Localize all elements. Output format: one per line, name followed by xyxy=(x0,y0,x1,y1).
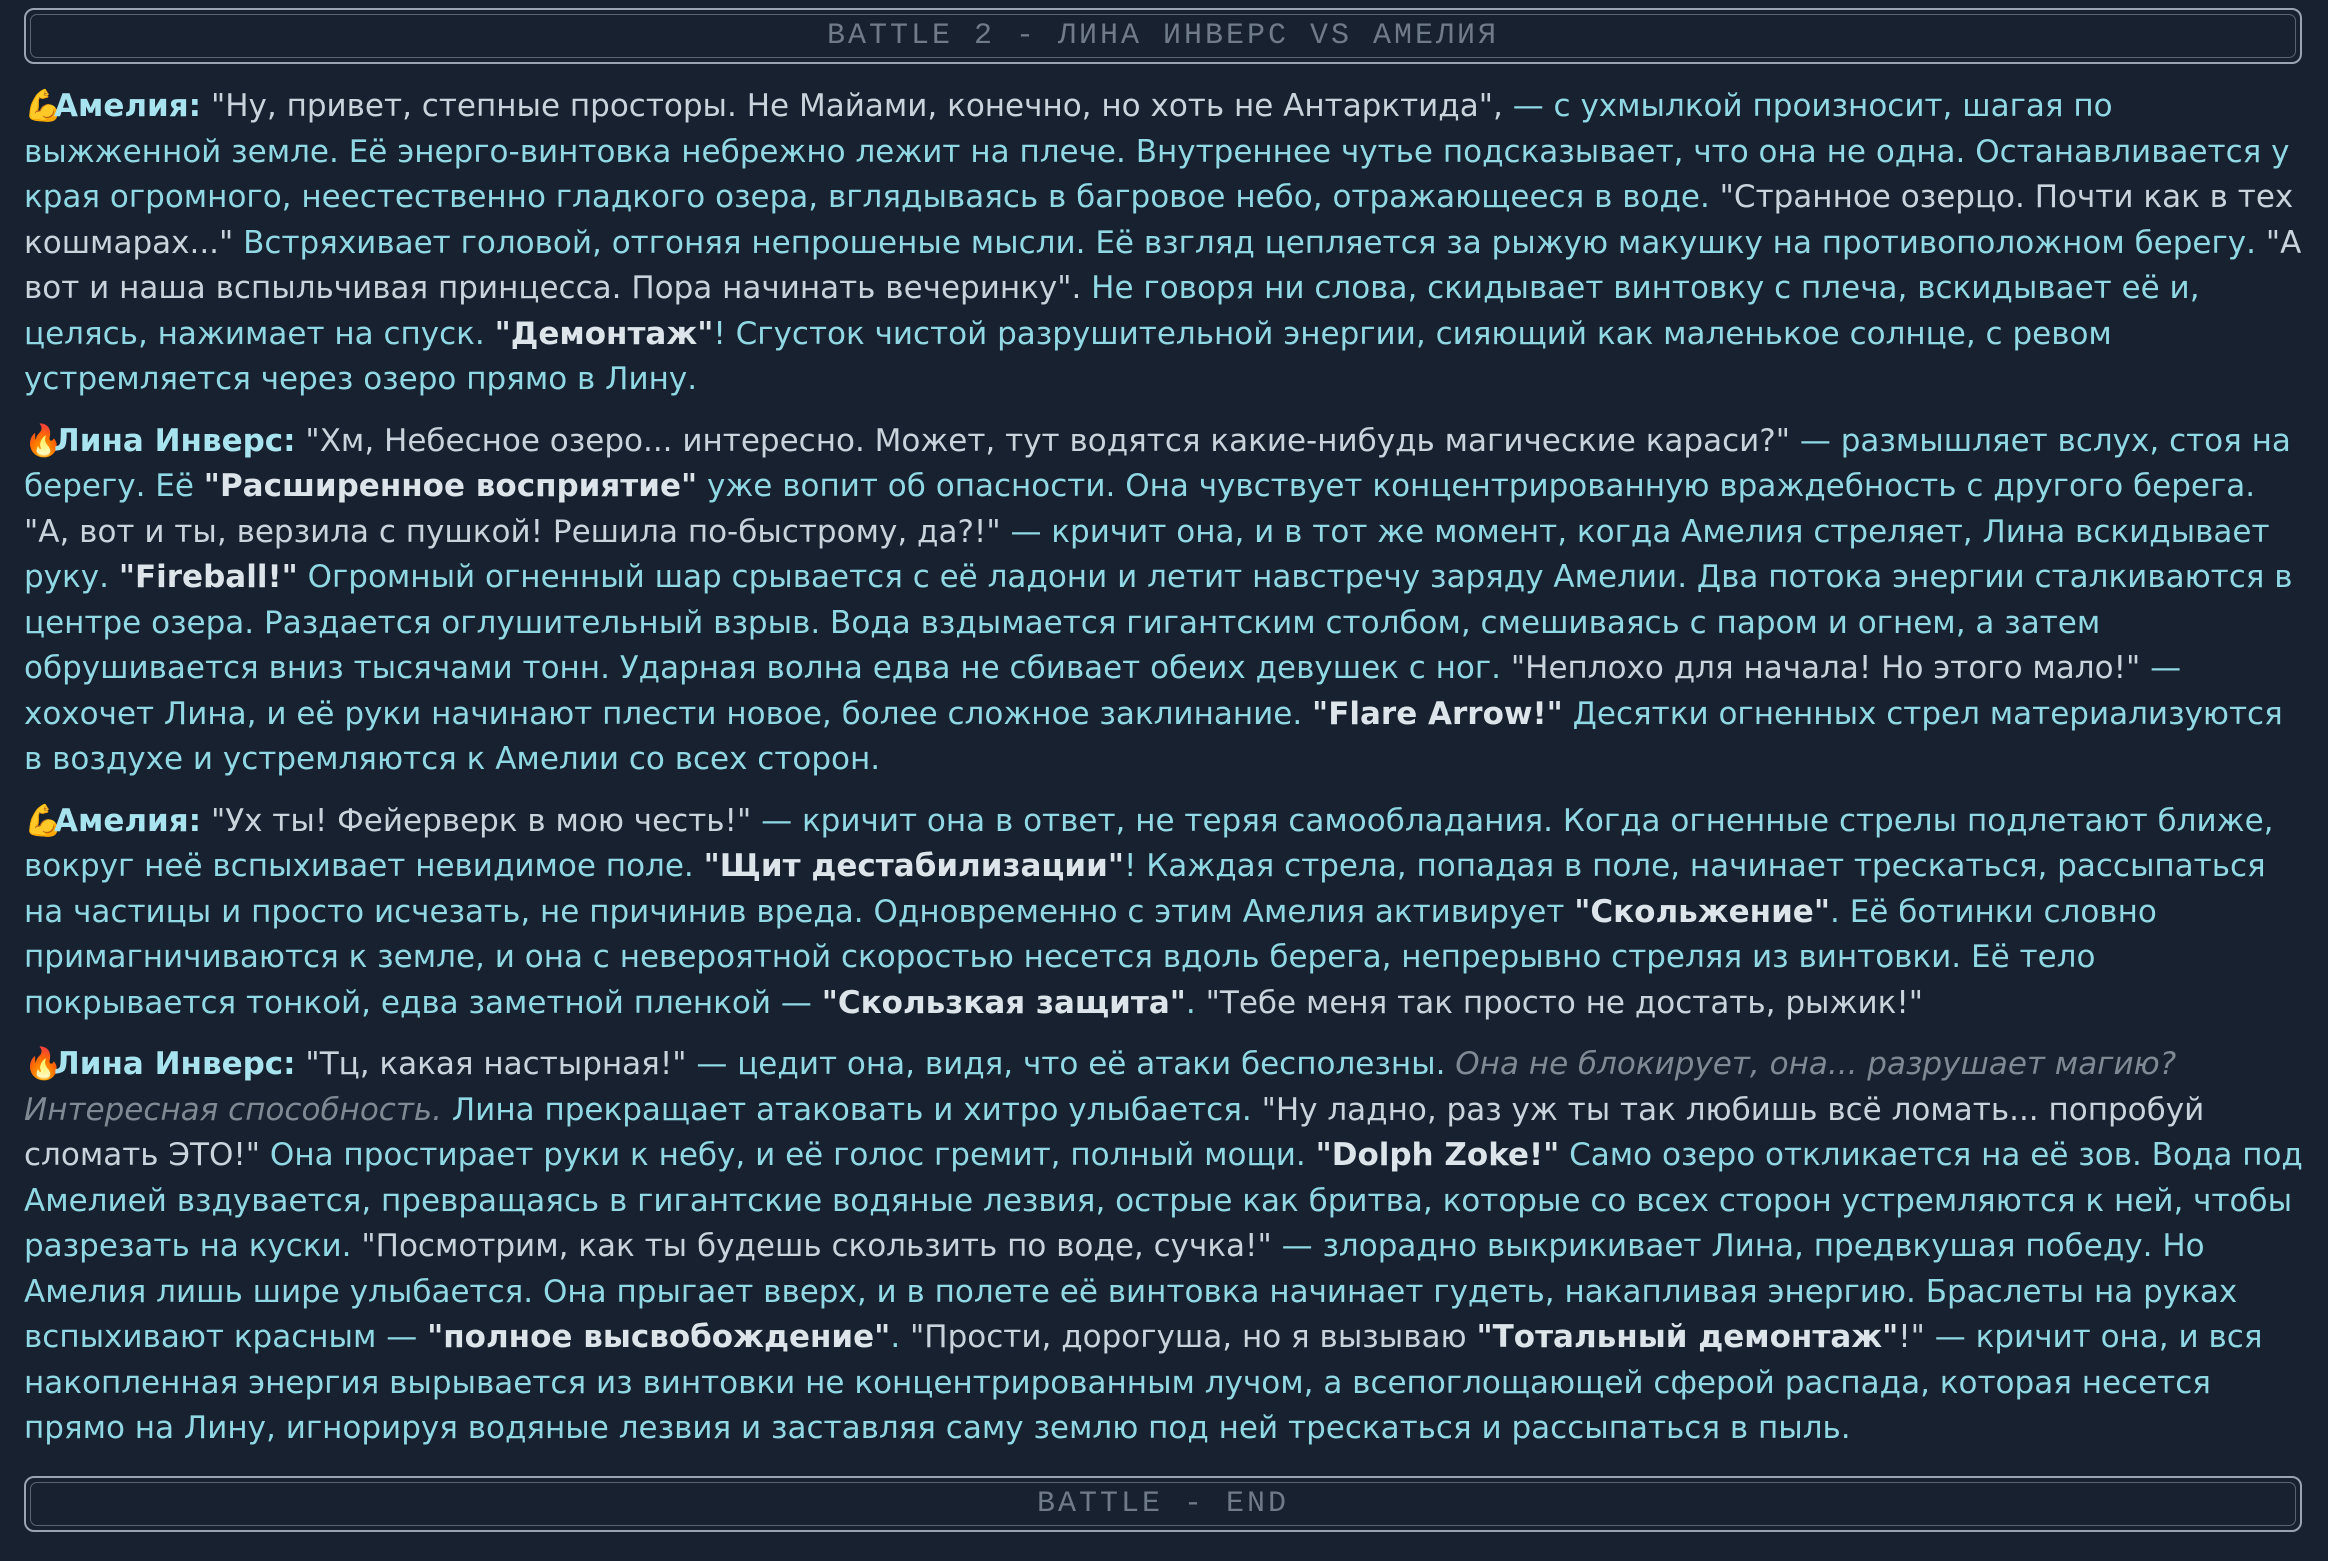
narration-text: Она простирает руки к небу, и её голос гремит, полный мощи. xyxy=(260,1137,1316,1173)
narration-text: — размышляет вслух, стоя на берегу. Её xyxy=(24,422,2291,504)
speaker-name: Лина Инверс: xyxy=(54,1046,296,1082)
narration-text: ! Каждая стрела, попадая в поле, начинает трескаться, рассыпаться на частицы и просто исчезать, не причинив вреда. Одновременно с этим Амелия активирует xyxy=(24,848,2266,930)
narration-text: Десятки огненных стрел материализуются в воздухе и устремляются к Амелии со всех сторон. xyxy=(24,695,2283,777)
battle-turn xyxy=(24,84,2304,403)
inner-thought-text: Она не блокирует, она... разрушает магию? Интересная способность. xyxy=(24,1046,2177,1128)
quote-text: "Ну ладно, раз уж ты так любишь всё ломать... попробуй сломать ЭТО!" xyxy=(24,1091,2205,1173)
quote-text: "Посмотрим, как ты будешь скользить по воде, сучка!" xyxy=(361,1228,1272,1264)
ability-name: "Flare Arrow!" xyxy=(1312,695,1563,732)
narration-text: — цедит она, видя, что её атаки бесполезны. xyxy=(686,1046,1456,1082)
narration-text: Встряхивает головой, отгоняя непрошеные мысли. Её взгляд цепляется за рыжую макушку на противоположном берегу. xyxy=(233,224,2266,261)
ability-name: "Тотальный демонтаж" xyxy=(1476,1319,1899,1355)
ability-name: "Dolph Zoke!" xyxy=(1315,1137,1560,1173)
speaker-name: Амелия: xyxy=(54,88,202,124)
narration-text: Огромный огненный шар срывается с её ладони и летит навстречу заряду Амелии. Два потока энергии сталкиваются в центре озера. Раздается оглушительный взрыв. Вода вздымается гигантским столбом, смешиваясь с паром и огнем, а затем обрушивается вниз тысячами тонн. Ударная волна едва не сбивает обеих девушек с ног. xyxy=(24,559,2293,686)
quote-text: !" xyxy=(1898,1319,1925,1355)
battle-header-banner xyxy=(24,8,2302,64)
quote-text: "А вот и наша вспыльчивая принцесса. Пора начинать вечеринку". xyxy=(24,224,2302,306)
ability-name: "Fireball!" xyxy=(118,559,298,595)
ability-name: "полное высвобождение" xyxy=(427,1319,891,1355)
flexed-bicep-icon: 💪 xyxy=(24,802,63,839)
narration-text: Лина прекращает атаковать и хитро улыбается. xyxy=(442,1091,1262,1128)
quote-text: "Странное озерцо. Почти как в тех кошмарах..." xyxy=(24,179,2294,261)
narration-text: — злорадно выкрикивает Лина, предвкушая победу. Но Амелия лишь шире улыбается. Она прыгает вверх, и в полете её винтовка начинает гудеть, накапливая энергию. Браслеты на руках вспыхивают красным — xyxy=(24,1228,2238,1355)
ability-name: "Расширенное восприятие" xyxy=(203,468,698,504)
narration-text: Не говоря ни слова, скидывает винтовку с плеча, вскидывает её и, целясь, нажимает на спуск. xyxy=(24,270,2200,352)
battle-footer-banner xyxy=(24,1476,2302,1532)
battle-turn xyxy=(24,799,2304,1027)
quote-text: "А, вот и ты, верзила с пушкой! Решила по-быстрому, да?!" xyxy=(24,513,1001,550)
quote-text: "Ух ты! Фейерверк в мою честь!" xyxy=(201,802,752,839)
quote-text: "Тебе меня так просто не достать, рыжик!" xyxy=(1205,984,1924,1021)
narration-text: — кричит она, и вся накопленная энергия вырывается из винтовки не концентрированным лучом, а всепоглощающей сферой распада, которая несется прямо на Лину, игнорируя водяные лезвия и заставляя саму землю под ней трескаться и рассыпаться в пыль. xyxy=(24,1319,2263,1446)
narration-text: . Её ботинки словно примагничиваются к земле, и она с невероятной скоростью несется вдоль берега, непрерывно стреляя из винтовки. Её тело покрывается тонкой, едва заметной пленкой — xyxy=(24,893,2157,1021)
quote-text: "Прости, дорогуша, но я вызываю xyxy=(910,1319,1477,1355)
quote-text: "Тц, какая настырная!" xyxy=(295,1046,687,1082)
quote-text: "Хм, Небесное озеро... интересно. Может, тут водятся какие-нибудь магические караси?" xyxy=(295,422,1791,459)
speaker-name: Лина Инверс: xyxy=(54,422,296,459)
narration-text: ! Сгусток чистой разрушительной энергии, сияющий как маленькое солнце, с ревом устремляется через озеро прямо в Лину. xyxy=(24,315,2112,397)
battle-header-title: BATTLE 2 - ЛИНА ИНВЕРС VS АМЕЛИЯ xyxy=(826,19,1500,53)
fire-icon: 🔥 xyxy=(24,1046,63,1082)
ability-name: "Щит дестабилизации" xyxy=(703,848,1124,884)
narration-text: — хохочет Лина, и её руки начинают плести новое, более сложное заклинание. xyxy=(24,650,2182,732)
speaker-name: Амелия: xyxy=(54,802,202,839)
quote-text: "Неплохо для начала! Но этого мало!" xyxy=(1510,650,2141,686)
narration-text: Само озеро откликается на её зов. Вода под Амелией вздувается, превращаясь в гигантские водяные лезвия, острые как бритва, которые со всех сторон устремляются к ней, чтобы разрезать на куски. xyxy=(24,1137,2303,1264)
quote-text: "Ну, привет, степные просторы. Не Майами, конечно, но хоть не Антарктида", xyxy=(201,88,1503,124)
ability-name: "Скользкая защита" xyxy=(821,984,1186,1021)
ability-name: "Скольжение" xyxy=(1574,893,1830,930)
ability-name: "Демонтаж" xyxy=(494,315,714,352)
narration-text: — с ухмылкой произносит, шагая по выжженной земле. Её энерго-винтовка небрежно лежит на плече. Внутреннее чутье подсказывает, что она не одна. Останавливается у края огромного, неестественно гладкого озера, вглядываясь в багровое небо, отражающееся в воде. xyxy=(24,88,2290,215)
battle-footer-title: BATTLE - END xyxy=(1036,1487,1290,1521)
battle-turn xyxy=(24,1042,2304,1452)
narration-text: — кричит она, и в тот же момент, когда Амелия стреляет, Лина вскидывает руку. xyxy=(24,513,2270,595)
battle-turn xyxy=(24,419,2304,783)
narration-text: . xyxy=(890,1319,911,1355)
fire-icon: 🔥 xyxy=(24,422,63,459)
battle-story xyxy=(24,84,2304,1468)
narration-text: . xyxy=(1185,984,1206,1021)
narration-text: — кричит она в ответ, не теряя самообладания. Когда огненные стрелы подлетают ближе, вокруг неё вспыхивает невидимое поле. xyxy=(24,802,2274,884)
flexed-bicep-icon: 💪 xyxy=(24,88,63,124)
narration-text: уже вопит об опасности. Она чувствует концентрированную враждебность с другого берега. xyxy=(697,468,2256,504)
